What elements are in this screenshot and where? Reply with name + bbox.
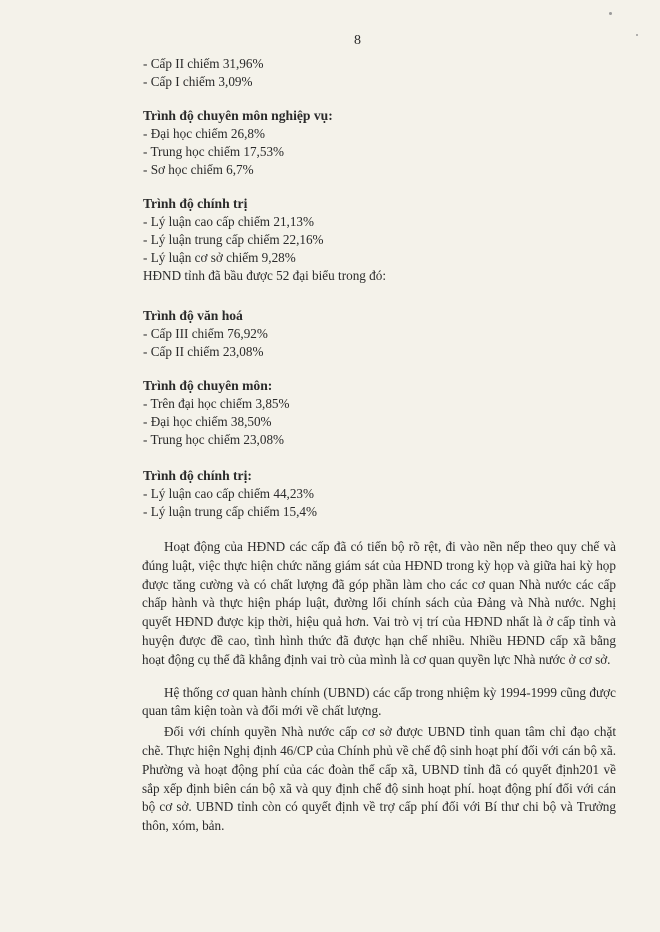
list-item: - Lý luận trung cấp chiếm 22,16%	[143, 232, 324, 247]
scan-speck	[609, 12, 612, 15]
body-text	[142, 538, 616, 850]
paragraph: Hệ thống cơ quan hành chính (UBND) các cấp trong nhiệm kỳ 1994-1999 cũng được quan tâm kiện toàn và đổi mới về chất lượng.	[142, 684, 616, 719]
page-number: 8	[354, 33, 361, 48]
list-item: - Lý luận trung cấp chiếm 15,4%	[143, 504, 317, 519]
block1-list	[143, 55, 613, 91]
hdnd-note: HĐND tỉnh đã bầu được 52 đại biểu trong đó:	[143, 268, 387, 283]
scan-speck	[636, 34, 638, 36]
list-item: - Cấp II chiếm 23,08%	[143, 344, 264, 359]
statistics-list	[143, 55, 613, 521]
paragraph: Đối với chính quyền Nhà nước cấp cơ sở được UBND tỉnh quan tâm chỉ đạo chặt chẽ. Thực hiện Nghị định 46/CP của Chính phủ về chế độ sinh hoạt phí đối với cán bộ xã. Phường và hoạt động phí của các đoàn thể cấp xã, UBND tỉnh đã có quyết định201 về sắp xếp định biên cán bộ xã và quy định chế độ sinh hoạt phí. hoạt động phí đối với cán bộ cơ sở. UBND tỉnh còn có quyết định về trợ cấp phí đối với Bí thư chi bộ và Trưởng thôn, xóm, bản.	[142, 724, 616, 834]
list-item: - Lý luận cao cấp chiếm 21,13%	[143, 214, 315, 229]
heading-chinh-tri-1: Trình độ chính trị	[143, 196, 248, 211]
list-item: - Lý luận cao cấp chiếm 44,23%	[143, 486, 315, 501]
list-item: - Sơ học chiếm 6,7%	[143, 162, 254, 177]
list-item: - Lý luận cơ sở chiếm 9,28%	[143, 250, 296, 265]
heading-chuyen-mon-nghiep-vu: Trình độ chuyên môn nghiệp vụ:	[143, 108, 333, 123]
list-item: - Cấp II chiếm 31,96%	[143, 56, 264, 71]
list-item: - Đại học chiếm 26,8%	[143, 126, 265, 141]
paragraph: Hoạt động của HĐND các cấp đã có tiến bộ rõ rệt, đi vào nền nếp theo quy chế và đúng luật, việc thực hiện chức năng giám sát của HĐND trong kỳ họp và giữa hai kỳ họp được tăng cường và có chất lượng đã góp phần làm cho các cơ quan Nhà nước các cấp chấp hành và thực hiện pháp luật, đường lối chính sách của Đảng và Nhà nước. Nghị quyết HĐND được kịp thời, hiệu quả hơn. Vai trò vị trí của HĐND nhất là ở cấp tỉnh và huyện được đề cao, tình hình thức đã được hạn chế nhiều. Nhiều HĐND cấp xã bằng hoạt động cụ thể đã khẳng định vai trò của mình là cơ quan quyền lực Nhà nước ở cơ sở.	[142, 539, 616, 667]
heading-chinh-tri-2: Trình độ chính trị:	[143, 468, 252, 483]
list-item: - Đại học chiếm 38,50%	[143, 414, 272, 429]
heading-van-hoa: Trình độ văn hoá	[143, 308, 243, 323]
list-item: - Cấp III chiếm 76,92%	[143, 326, 268, 341]
heading-chuyen-mon: Trình độ chuyên môn:	[143, 378, 273, 393]
list-item: - Trên đại học chiếm 3,85%	[143, 396, 290, 411]
list-item: - Trung học chiếm 17,53%	[143, 144, 285, 159]
list-item: - Trung học chiếm 23,08%	[143, 432, 285, 447]
list-item: - Cấp I chiếm 3,09%	[143, 74, 253, 89]
